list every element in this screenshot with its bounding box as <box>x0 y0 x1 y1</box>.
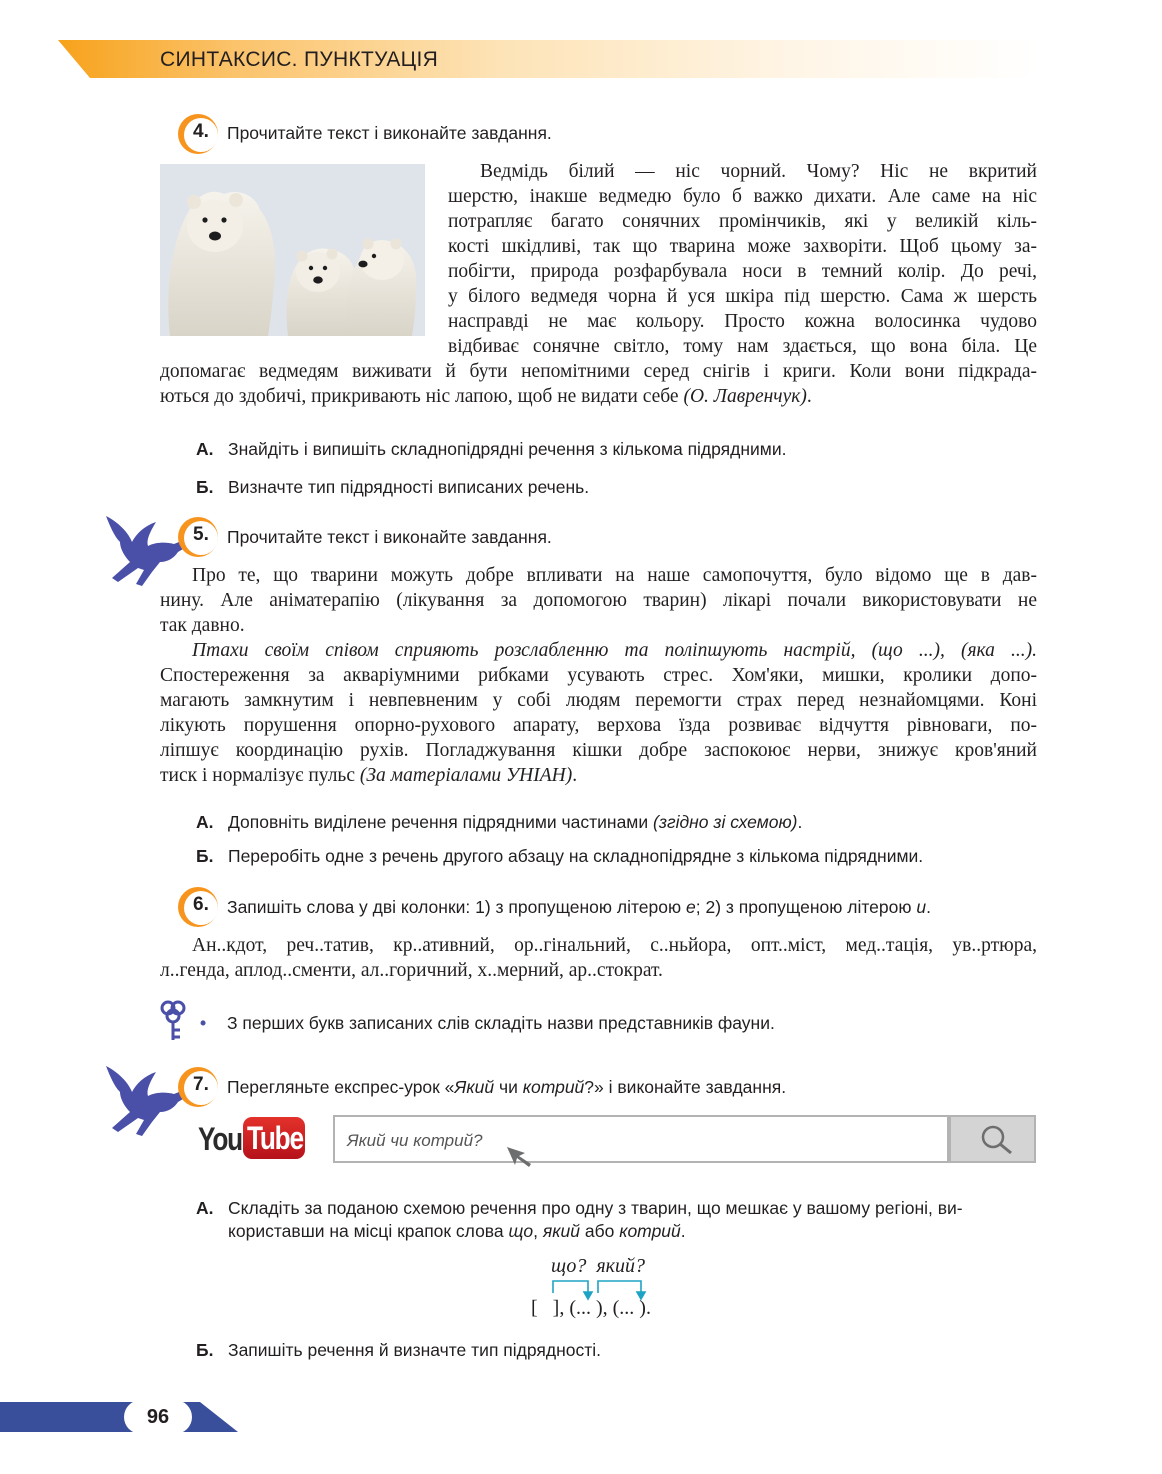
text-line: насправді не має кольору. Просто кожна волосинка чудово <box>448 311 1037 332</box>
text-line: магають замкнутим і невпевненим у собі людям перемогти страх перед незнайомцями. Коні <box>160 690 1037 711</box>
text-line: Ведмідь білий — ніс чорний. Чому? Ніс не вкритий <box>480 161 1037 182</box>
text-line: ються до здобичі, прикривають ніс лапою, щоб не видати себе <box>160 386 679 407</box>
text-line: відбиває сонячне світло, тому нам здається, що вона біла. Це <box>448 336 1037 357</box>
text-line: лікують порушення опорно-рухового апарату, верхова їзда розвиває відчуття рівноваги, по- <box>160 715 1037 736</box>
subtask-text: Складіть за поданою схемою речення про одну з тварин, що мешкає у вашому регіоні, ви- <box>228 1198 963 1218</box>
polar-bears-illustration <box>160 164 425 336</box>
text-line: Про те, що тварини можуть добре впливати на наше самопочуття, було відомо ще в дав- <box>192 565 1037 586</box>
instruction-text: Перегляньте експрес-урок « <box>227 1077 455 1097</box>
subtask-text: Доповніть виділене речення підрядними частинами <box>228 812 649 832</box>
task-6-number: 6. <box>193 894 209 915</box>
instruction-italic: Який <box>454 1077 495 1097</box>
key-icon <box>158 1000 188 1042</box>
text-line: л..генда, аплод..сменти, ал..горичний, х..мерний, ар..стократ. <box>160 960 663 981</box>
word-italic: який <box>542 1221 580 1241</box>
subtask-letter: А. <box>196 439 214 459</box>
cursor-arrow-icon <box>505 1145 533 1169</box>
subtask-text: Переробіть одне з речень другого абзацу на складнопідрядне з кількома підрядними. <box>228 846 924 866</box>
text-line: кості шкідливі, так що тварина може захворіти. Щоб цьому за- <box>448 236 1037 257</box>
scheme-formula: [ ], (... ), (... ). <box>531 1297 651 1319</box>
youtube-logo[interactable] <box>198 1117 308 1161</box>
task-7-subtask-a <box>196 1197 1056 1245</box>
subtask-text: користавши на місці крапок слова <box>228 1221 509 1241</box>
key-task-text: З перших букв записаних слів складіть назви представників фауни. <box>227 1013 775 1033</box>
punctuation: . <box>797 812 803 832</box>
task-4-instruction: Прочитайте текст і виконайте завдання. <box>227 123 552 143</box>
task-4-text-full-width <box>160 359 1037 409</box>
instruction-text: Запишіть слова у дві колонки: 1) з пропущеною літерою <box>227 897 686 917</box>
letter-y: и <box>916 897 927 917</box>
footer-bar <box>0 1402 240 1432</box>
text-line: нину. Але аніматерапію (лікування за допомогою тварин) лікарі почали використовувати не <box>160 590 1037 611</box>
text-line: так давно. <box>160 615 245 636</box>
search-input[interactable] <box>333 1115 949 1163</box>
task-4-number: 4. <box>193 121 209 142</box>
word-italic: що <box>508 1221 534 1241</box>
task-5-subtask-a <box>196 811 1056 835</box>
text-line: Спостереження за акваріумними рибками усувають стрес. Хом'яки, мишки, кролики допо- <box>160 665 1037 686</box>
text-line: допомагає ведмедям виживати й бути непомітними серед снігів і криги. Коли вони підкрада- <box>160 361 1037 382</box>
instruction-italic: котрий <box>522 1077 585 1097</box>
task-6-words <box>160 933 1037 983</box>
task-5-instruction: Прочитайте текст і виконайте завдання. <box>227 527 552 547</box>
subtask-text: Визначте тип підрядності виписаних речень. <box>228 477 590 497</box>
text-line: тиск і нормалізує пульс <box>160 765 355 786</box>
task-5-badge <box>178 517 220 559</box>
text-source: (О. Лавренчук) <box>683 386 807 407</box>
text-source: (За матеріалами УНІАН) <box>359 765 573 786</box>
bullet: • <box>200 1013 207 1033</box>
youtube-logo-tube: Tube <box>247 1120 303 1156</box>
task-5-subtask-b <box>196 845 1056 869</box>
task-4-text-right-column <box>448 159 1037 359</box>
punctuation: . <box>806 386 812 407</box>
search-button[interactable] <box>949 1115 1036 1163</box>
youtube-logo-tube-box <box>243 1117 305 1159</box>
search-icon <box>980 1125 1014 1155</box>
subtask-note: (згідно зі схемою) <box>653 812 798 832</box>
task-7-instruction <box>227 1077 786 1098</box>
task-6-badge <box>178 887 220 929</box>
punctuation: . <box>572 765 578 786</box>
task-6-instruction <box>227 897 931 918</box>
subtask-letter: Б. <box>196 846 214 866</box>
subtask-letter: Б. <box>196 1340 214 1360</box>
youtube-logo-you: You <box>198 1121 242 1157</box>
subtask-text: Запишіть речення й визначте тип підрядності. <box>228 1340 601 1360</box>
punctuation: . <box>926 897 931 917</box>
task-5-number: 5. <box>193 524 209 545</box>
task-4-subtask-a <box>196 438 1056 462</box>
text-line: у білого ведмедя чорна й уся шкіра під шерстю. Сама ж шерсть <box>448 286 1037 307</box>
subtask-letter: А. <box>196 1198 214 1218</box>
task-7-number: 7. <box>193 1074 209 1095</box>
punctuation: , <box>533 1221 543 1241</box>
task-4-subtask-b <box>196 476 1056 500</box>
instruction-text: ; 2) з пропущеною літерою <box>695 897 917 917</box>
task-7-badge <box>178 1067 220 1109</box>
highlighted-sentence: Птахи своїм співом сприяють розслабленню та поліпшують настрій, (що ...), (яка ...). <box>192 640 1037 661</box>
text-line: побігти, природа розфарбувала носи в темний колір. До речі, <box>448 261 1037 282</box>
instruction-text: ?» і виконайте завдання. <box>584 1077 787 1097</box>
task-4-badge <box>178 114 220 156</box>
subtask-letter: А. <box>196 812 214 832</box>
letter-e: е <box>686 897 696 917</box>
text-line: ліпшує координацію рухів. Погладжування кішки добре заспокоює нерви, знижує кров'яний <box>160 740 1037 761</box>
text-line: потрапляє багато сонячних промінчиків, які у великій кіль- <box>448 211 1037 232</box>
search-query: Який чи котрий? <box>347 1131 483 1150</box>
subtask-text: Знайдіть і випишіть складнопідрядні речення з кількома підрядними. <box>228 439 787 459</box>
polar-bears-photo <box>160 164 425 336</box>
task-7-subtask-b <box>196 1339 1056 1363</box>
task-5-text <box>160 563 1037 788</box>
text-line: Ан..кдот, реч..татив, кр..ативний, ор..гінальний, с..ньйора, опт..міст, мед..тація, ув..ртюра, <box>192 935 1037 956</box>
punctuation: . <box>680 1221 686 1241</box>
instruction-text: чи <box>494 1077 523 1097</box>
scheme-questions: що? який? <box>551 1255 645 1277</box>
text-line: шерстю, інакше ведмедю було б важко дихати. Але саме на ніс <box>448 186 1037 207</box>
subtask-text: або <box>579 1221 620 1241</box>
subtask-letter: Б. <box>196 477 214 497</box>
section-title: СИНТАКСИС. ПУНКТУАЦІЯ <box>160 48 439 71</box>
word-italic: котрий <box>619 1221 681 1241</box>
page-number: 96 <box>124 1400 192 1434</box>
